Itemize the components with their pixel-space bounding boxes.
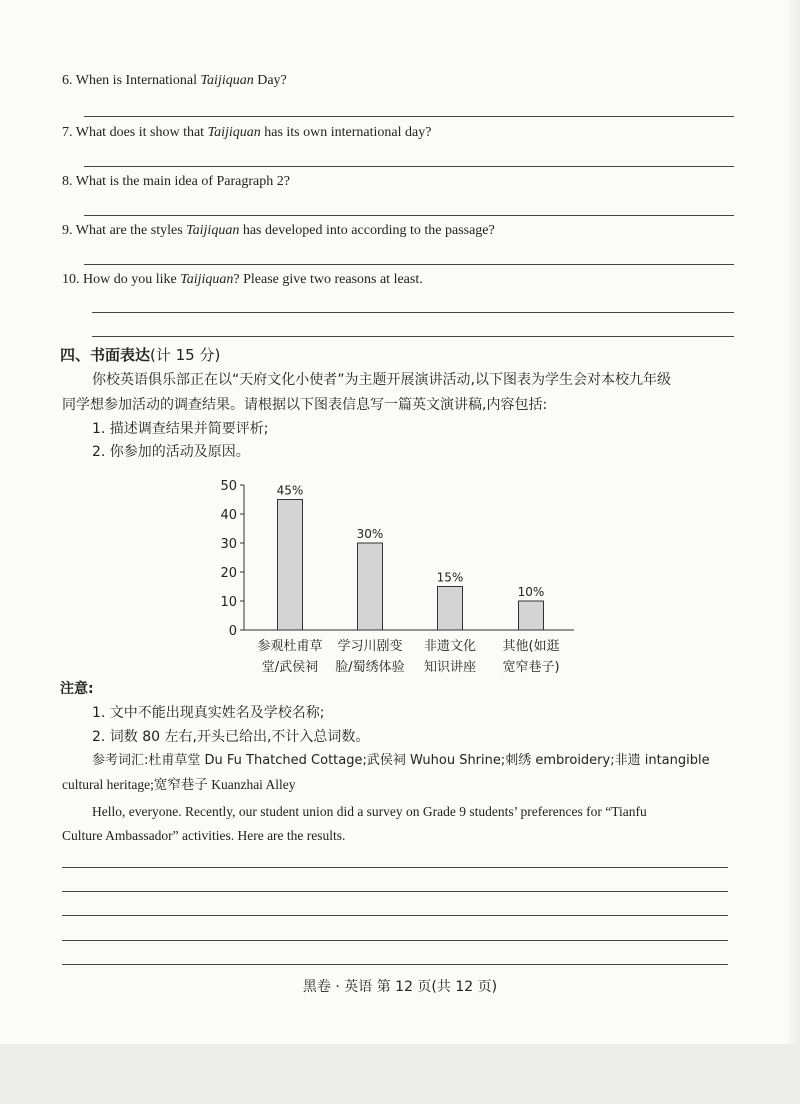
requirement-1: 1. 描述调查结果并简要评析; <box>92 421 269 437</box>
answer-line-10a[interactable] <box>92 312 734 313</box>
data-label: 15% <box>436 570 464 585</box>
question-10 <box>62 271 423 289</box>
answer-line-10b[interactable] <box>92 336 734 337</box>
requirement-2: 2. 你参加的活动及原因。 <box>92 444 250 460</box>
essay-opening-line2: Culture Ambassador” activities. Here are the results. <box>62 828 346 843</box>
category-label: 宽窄巷子) <box>502 660 560 675</box>
question-text: When is International <box>75 73 201 88</box>
question-number: 9. <box>62 223 73 238</box>
question-italic: Taijiquan <box>200 73 254 88</box>
answer-line-9[interactable] <box>84 264 734 265</box>
bar <box>519 601 544 630</box>
y-tick-label: 20 <box>220 566 237 581</box>
question-italic: Taijiquan <box>180 272 234 287</box>
bar <box>358 543 383 630</box>
writing-line-5[interactable] <box>62 964 728 965</box>
notes-title: 注意: <box>60 681 94 697</box>
question-text-end: has developed into according to the passage? <box>239 223 495 238</box>
scan-bottom-band <box>0 1044 800 1104</box>
writing-line-1[interactable] <box>62 867 728 868</box>
category-label: 参观杜甫草 <box>257 639 323 654</box>
page-footer: 黑卷 · 英语 第 12 页(共 12 页) <box>302 979 498 995</box>
question-text: What does it show that <box>75 125 208 140</box>
question-text: What is the main idea of Paragraph 2? <box>75 174 290 189</box>
data-label: 30% <box>356 527 384 541</box>
section-title <box>60 344 220 365</box>
bar <box>438 587 463 631</box>
section-title-text: 四、书面表达 <box>60 346 151 364</box>
y-tick-label: 40 <box>220 508 237 523</box>
data-label: 45% <box>276 483 304 498</box>
y-tick-label: 0 <box>228 624 237 639</box>
question-7 <box>62 124 431 142</box>
question-text: What are the styles <box>75 223 187 238</box>
section-points: (计 15 分) <box>150 346 221 364</box>
question-number: 8. <box>62 174 73 189</box>
answer-line-8[interactable] <box>84 215 734 216</box>
question-text-end: ? Please give two reasons at least. <box>233 272 423 287</box>
question-number: 6. <box>62 73 73 88</box>
data-label: 10% <box>517 585 545 599</box>
category-label: 非遗文化 <box>423 639 477 654</box>
answer-line-6[interactable] <box>84 116 734 117</box>
bar <box>278 500 303 631</box>
section-intro-line2: 同学想参加活动的调查结果。请根据以下图表信息写一篇英文演讲稿,内容包括: <box>62 397 548 413</box>
vocab-line2: cultural heritage;宽窄巷子 Kuanzhai Alley <box>62 777 296 792</box>
question-italic: Taijiquan <box>207 125 261 140</box>
question-text-end: Day? <box>253 73 287 88</box>
category-label: 学习川剧变 <box>337 639 403 654</box>
note-2: 2. 词数 80 左右,开头已给出,不计入总词数。 <box>92 729 370 745</box>
writing-line-2[interactable] <box>62 891 728 892</box>
y-tick-label: 50 <box>220 479 237 494</box>
vocab-line1: 参考词汇:杜甫草堂 Du Fu Thatched Cottage;武侯祠 Wuhou Shrine;刺绣 embroidery;非遗 intangible <box>92 753 710 768</box>
category-label: 堂/武侯祠 <box>261 660 319 675</box>
answer-line-7[interactable] <box>84 166 734 167</box>
section-intro-line1: 你校英语俱乐部正在以“天府文化小使者”为主题开展演讲活动,以下图表为学生会对本校九年级 <box>92 372 671 388</box>
writing-line-4[interactable] <box>62 940 728 941</box>
category-label: 脸/蜀绣体验 <box>335 660 405 675</box>
category-label: 知识讲座 <box>423 660 477 675</box>
question-italic: Taijiquan <box>186 223 240 238</box>
y-tick-label: 30 <box>220 537 237 552</box>
y-tick-label: 10 <box>220 595 237 610</box>
essay-opening-line1: Hello, everyone. Recently, our student union did a survey on Grade 9 students’ preferences for “Tianfu <box>92 804 647 819</box>
writing-line-3[interactable] <box>62 915 728 916</box>
question-9 <box>62 222 495 240</box>
question-6 <box>62 72 287 90</box>
question-number: 10. <box>62 272 80 287</box>
category-label: 其他(如逛 <box>502 639 560 654</box>
survey-bar-chart <box>200 470 600 680</box>
question-number: 7. <box>62 125 73 140</box>
question-text-end: has its own international day? <box>260 125 432 140</box>
note-1: 1. 文中不能出现真实姓名及学校名称; <box>92 705 325 721</box>
question-text: How do you like <box>83 272 181 287</box>
question-8 <box>62 173 290 191</box>
page-edge-shadow <box>786 0 800 1104</box>
